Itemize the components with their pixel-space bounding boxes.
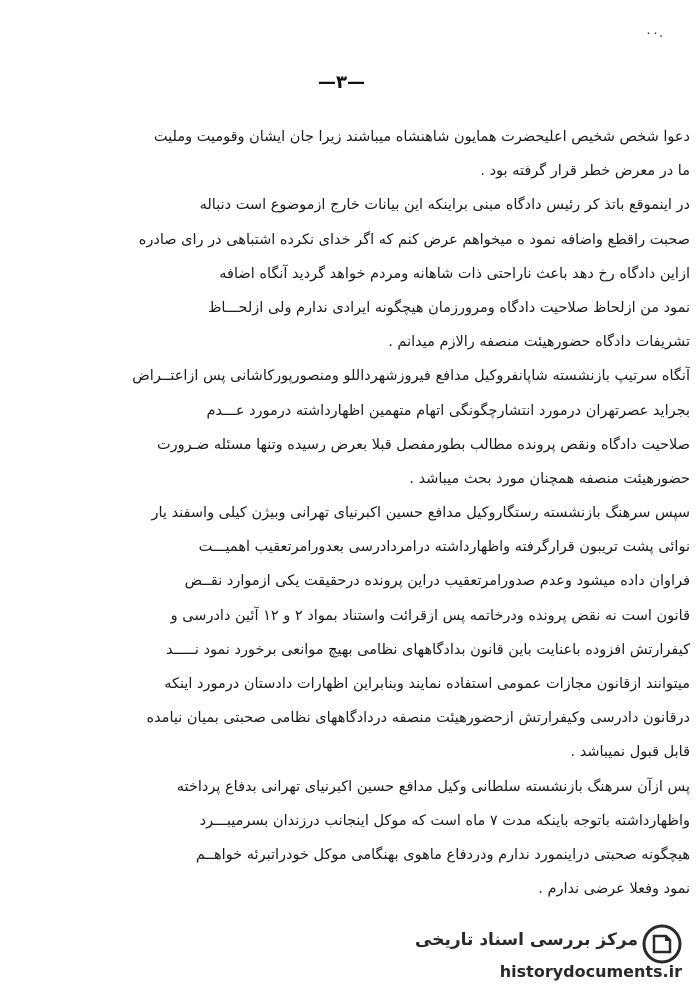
document-center-logo-icon (642, 924, 682, 964)
document-line: کیفرارتش افزوده باعنایت باین قانون بدادگاههای نظامی بهیچ موانعی برخورد نمود نـــــد (166, 641, 690, 658)
document-line: ما در معرض خطر قرار گرفته بود . (480, 163, 690, 180)
watermark-url: historydocuments.ir (499, 962, 682, 981)
document-line: قانون است نه نقض پرونده ودرخاتمه پس ازقرائت واستناد بمواد ۲ و ۱۲ آئین دادرسی و (170, 607, 690, 624)
page-number: —٣— (318, 72, 365, 93)
document-body (50, 120, 690, 906)
document-line: آنگاه سرتیپ بازنشسته شاپانفروکیل مدافع فیروزشهرداللو ومنصورپورکاشانی پس ازاعتــراض (132, 368, 690, 385)
document-line: نوائی پشت تریبون قرارگرفته واظهارداشته درامردادرسی بعدورامرتعقیب اهمیـــت (198, 539, 690, 556)
document-line: هیچگونه صحبتی دراینمورد ندارم ودردفاع ماهوی بهنگامی موکل خودراتبرئه خواهــم (195, 846, 690, 863)
watermark-title: مرکز بررسی اسناد تاریخی (415, 930, 638, 950)
document-line: حضورهیئت منصفه همچنان مورد بحث میباشد . (409, 470, 690, 487)
archive-watermark (415, 922, 690, 988)
corner-mark: ٠٠. (645, 26, 664, 41)
document-line: واظهارداشته باتوجه باینکه مدت ۷ ماه است که موکل اینجانب درزندان بسرمیبـــرد (199, 812, 690, 829)
document-line: قابل قبول نمیباشد . (570, 744, 690, 761)
document-line: پس ازآن سرهنگ بازنشسته سلطانی وکیل مدافع حسین اکبرنیای تهرانی بدفاع پرداخته (176, 778, 690, 795)
document-line: نمود وفعلا عرضی ندارم . (538, 881, 690, 898)
document-line: دعوا شخص شخیص اعلیحضرت همایون شاهنشاه میباشند زیرا جان ایشان وقومیت وملیت (153, 129, 690, 145)
document-line: صلاحیت دادگاه ونقص پرونده مطالب بطورمفصل قبلا بعرض رسیده وتنها مسئله ضـرورت (157, 436, 690, 453)
document-line: نمود من ازلحاظ صلاحیت دادگاه ومرورزمان هیچگونه ایرادی ندارم ولی ازلحـــاظ (207, 299, 690, 316)
document-line: صحبت راقطع واضافه نمود ه میخواهم عرض کنم که اگر خدای نکرده اشتباهی در رای صادره (138, 231, 690, 248)
document-line: میتوانند ازقانون مجازات عمومی استفاده نمایند وبنابراین اظهارات دادستان درمورد اینکه (164, 676, 690, 692)
document-line: تشریفات دادگاه حضورهیئت منصفه رالازم میدانم . (388, 334, 690, 351)
document-line: درقانون دادرسی وکیفرارتش ازحضورهیئت منصفه دردادگاههای نظامی صحبتی بمیان نیامده (146, 710, 690, 727)
document-line: ازاین دادگاه رخ دهد باعث ناراحتی ذات شاهانه ومردم خواهد گردید آنگاه اضافه (219, 265, 690, 282)
document-line: بجراید عصرتهران درمورد انتشارچگونگی اتهام متهمین اظهارداشته درمورد عـــدم (206, 402, 690, 419)
document-line: سپس سرهنگ بازنشسته رستگاروکیل مدافع حسین اکبرنیای تهرانی وبیژن کیلی واسفند یار (151, 505, 690, 522)
document-line: در اینموقع باتذ کر رئیس دادگاه مبنی براینکه این بیانات خارج ازموضوع است دنباله (199, 197, 690, 214)
document-line: فراوان داده میشود وعدم صدورامرتعقیب دراین پرونده درحقیقت یکی ازموارد نقــض (184, 573, 690, 590)
